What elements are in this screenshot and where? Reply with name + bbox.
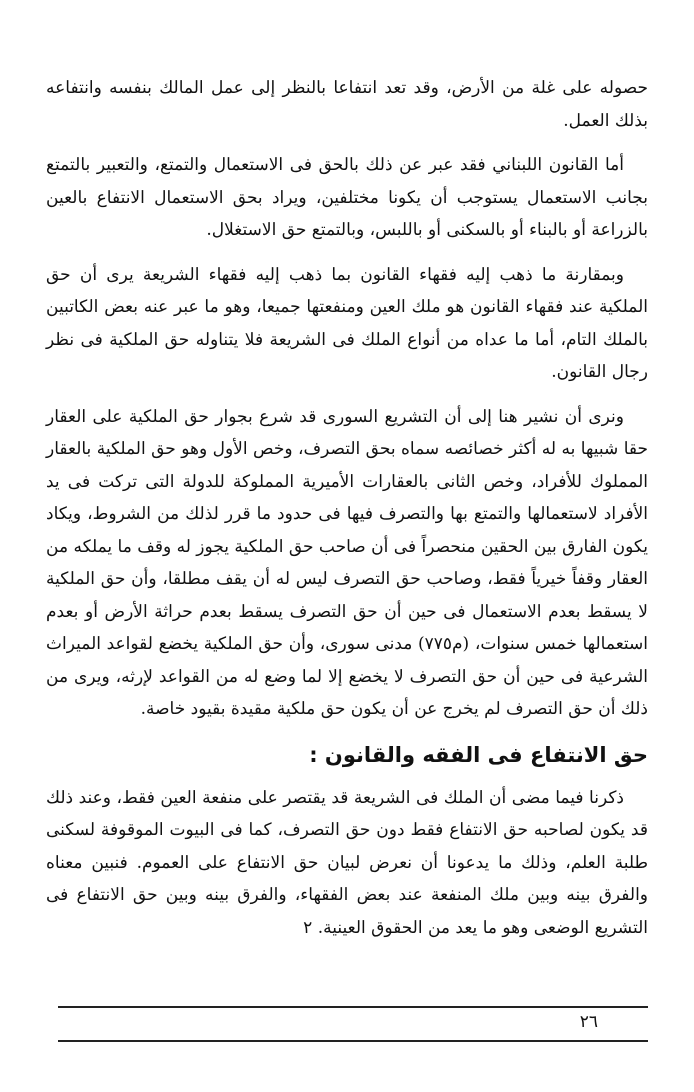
- paragraph-3: وبمقارنة ما ذهب إليه فقهاء القانون بما ذهب إليه فقهاء الشريعة يرى أن حق الملكية عند فقهاء القانون هو ملك العين ومنفعتها جميعا، وهو ما عبر عنه بعض الكاتبين بالملك التام، أما ما عداه من أنواع الملك فى الشريعة فلا يتناوله حق الملكية فى نظر رجال القانون.: [46, 264, 648, 382]
- page-number: ٢٦: [579, 1012, 598, 1032]
- paragraph-4: ونرى أن نشير هنا إلى أن التشريع السورى قد شرع بجوار حق الملكية على العقار حقا شبيها به له أكثر خصائصه سماه بحق التصرف، وخص الأول وهو حق الملكية بالعقار المملوك للأفراد، وخص الثانى بالعقارات الأميرية المملوكة للدولة التى تركت فى يد الأفراد لاستعمالها والتمتع بها والتصرف فيها فى حدود ما قرر لذلك من الشروط، ويكاد يكون الفارق بين الحقين منحصراً فى أن صاحب حق الملكية يجوز له وقف ما يملكه من العقار وقفاً خيرياً فقط، وصاحب حق التصرف ليس له أن يقف مطلقا، وأن حق الملكية لا يسقط بعدم الاستعمال فى حين أن حق التصرف يسقط بعدم حراثة الأرض أو بعدم استعمالها خمس سنوات، (م٧٧٥) مدنى سورى، وأن حق الملكية يخضع لقواعد الميراث الشرعية فى حين أن حق التصرف لا يخضع إلا لما وضع له من القواعد لإرثه، ويرى من ذلك أن حق التصرف لم يخرج عن أن يكون حق ملكية مقيدة بقيود خاصة.: [46, 406, 648, 719]
- section-paragraph: ذكرنا فيما مضى أن الملك فى الشريعة قد يقتصر على منفعة العين فقط، وعند ذلك قد يكون لصاحبه حق الانتفاع فقط دون حق التصرف، كما فى البيوت الموقوفة لسكنى طلبة العلم، وذلك ما يدعونا أن نعرض لبيان حق الانتفاع على العموم. فنبين معناه والفرق بينه وبين ملك المنفعة عند بعض الفقهاء، والفرق بينه وبين حق الانتفاع فى التشريع الوضعى وهو ما يعد من الحقوق العينية. ٢: [46, 787, 648, 938]
- section-heading: حق الانتفاع فى الفقه والقانون :: [309, 742, 648, 767]
- footer-rule-top: [58, 1006, 648, 1008]
- body-text: [46, 72, 648, 944]
- paragraph-1: حصوله على غلة من الأرض، وقد تعد انتفاعا بالنظر إلى عمل المالك بنفسه وانتفاعه بذلك العمل.: [46, 78, 648, 131]
- paragraph-2: أما القانون اللبناني فقد عبر عن ذلك بالحق فى الاستعمال والتمتع، والتعبير بالتمتع بجانب الاستعمال يستوجب أن يكونا مختلفين، ويراد بحق الاستعمال الانتفاع بالعين بالزراعة أو بالبناء أو بالسكنى أو باللبس، وبالتمتع حق الاستغلال.: [46, 155, 648, 240]
- footer-rule-bottom: [58, 1040, 648, 1042]
